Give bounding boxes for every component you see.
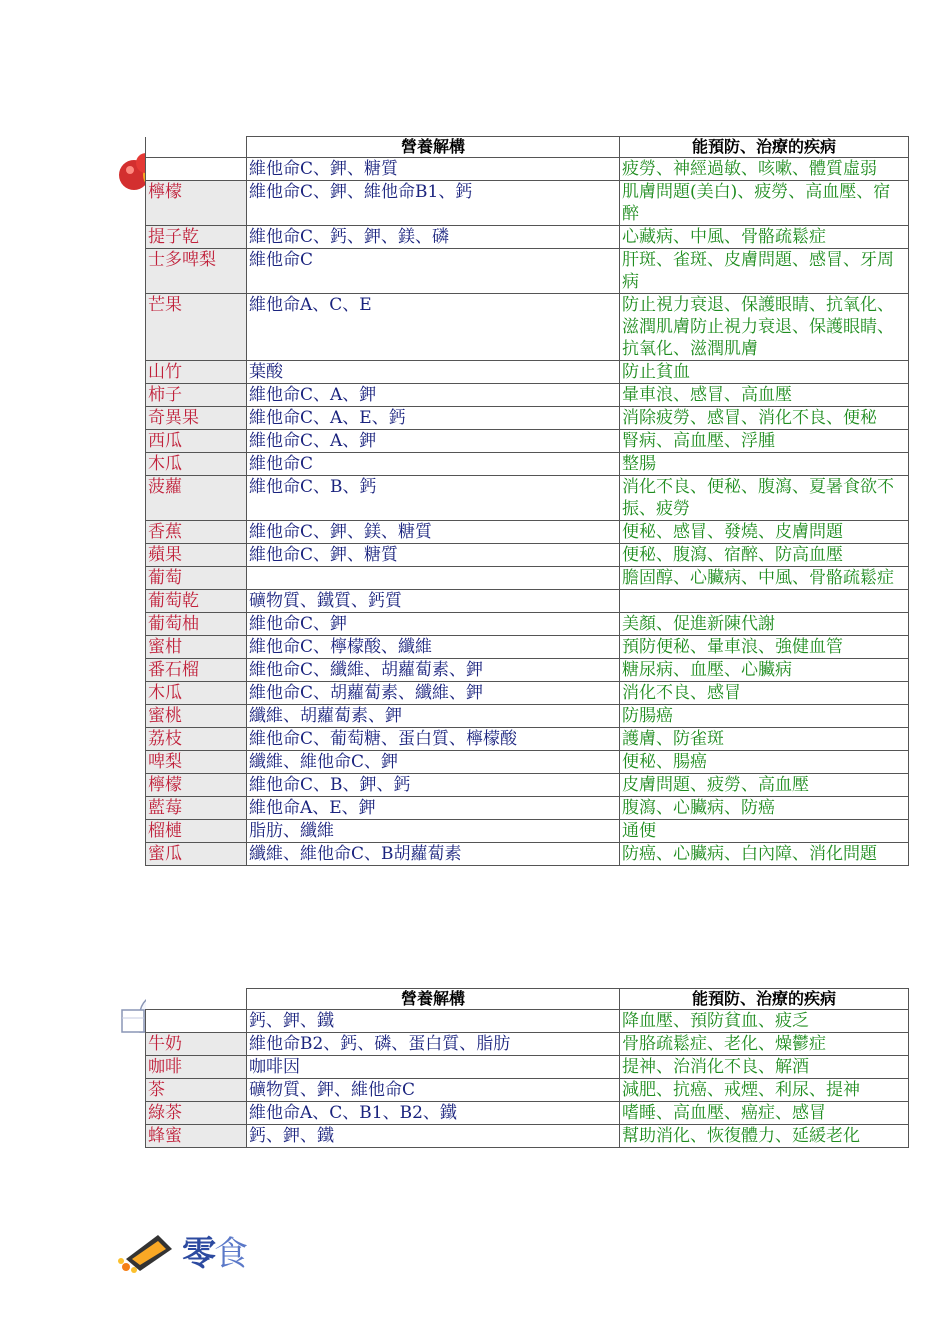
item-nutrients: 鈣、鉀、鐵 — [247, 1010, 620, 1033]
item-effects: 通便 — [620, 820, 909, 843]
item-effects: 減肥、抗癌、戒煙、利尿、提神 — [620, 1079, 909, 1102]
item-nutrients: 維他命B2、鈣、磷、蛋白質、脂肪 — [247, 1033, 620, 1056]
item-nutrients: 纖維、維他命C、鉀 — [247, 751, 620, 774]
item-name: 咖啡 — [146, 1056, 247, 1079]
item-nutrients: 維他命A、E、鉀 — [247, 797, 620, 820]
item-nutrients: 維他命C、A、鉀 — [247, 384, 620, 407]
table-row — [146, 797, 909, 820]
header-name-cell — [146, 989, 247, 1010]
item-effects: 幫助消化、恢復體力、延緩老化 — [620, 1125, 909, 1148]
item-name: 木瓜 — [146, 453, 247, 476]
snacks-section-title: 零食 — [182, 1234, 246, 1274]
header-nutrients: 營養解構 — [247, 137, 620, 158]
table-row — [146, 407, 909, 430]
table-row — [146, 682, 909, 705]
item-nutrients: 維他命C、鉀 — [247, 613, 620, 636]
table-row — [146, 521, 909, 544]
item-effects: 護膚、防雀斑 — [620, 728, 909, 751]
item-nutrients: 鈣、鉀、鐵 — [247, 1125, 620, 1148]
item-nutrients: 維他命C、B、鈣 — [247, 476, 620, 521]
item-name: 蘋果 — [146, 544, 247, 567]
table-row — [146, 476, 909, 521]
item-name: 葡萄 — [146, 567, 247, 590]
table-row — [146, 1056, 909, 1079]
item-effects: 消除疲勞、感冒、消化不良、便秘 — [620, 407, 909, 430]
table-row — [146, 430, 909, 453]
item-effects: 暈車浪、感冒、高血壓 — [620, 384, 909, 407]
table-row — [146, 751, 909, 774]
item-nutrients: 葉酸 — [247, 361, 620, 384]
item-nutrients: 礦物質、鉀、維他命C — [247, 1079, 620, 1102]
fruit-table-header — [146, 137, 909, 158]
table-row — [146, 361, 909, 384]
item-nutrients: 維他命C、A、鉀 — [247, 430, 620, 453]
item-name: 番石榴 — [146, 659, 247, 682]
item-nutrients: 維他命C、葡萄糖、蛋白質、檸檬酸 — [247, 728, 620, 751]
item-effects: 皮膚問題、疲勞、高血壓 — [620, 774, 909, 797]
item-nutrients: 維他命A、C、E — [247, 294, 620, 361]
item-nutrients — [247, 567, 620, 590]
item-nutrients: 維他命A、C、B1、B2、鐵 — [247, 1102, 620, 1125]
item-name: 蜜桃 — [146, 705, 247, 728]
fruit-table — [145, 136, 909, 866]
item-name: 木瓜 — [146, 682, 247, 705]
table-row — [146, 181, 909, 226]
item-nutrients: 維他命C、B、鉀、鈣 — [247, 774, 620, 797]
item-nutrients: 維他命C、胡蘿蔔素、纖維、鉀 — [247, 682, 620, 705]
item-effects: 整腸 — [620, 453, 909, 476]
item-effects: 預防便秘、暈車浪、強健血管 — [620, 636, 909, 659]
item-name: 柿子 — [146, 384, 247, 407]
item-nutrients: 維他命C、鉀、糖質 — [247, 158, 620, 181]
table-row — [146, 226, 909, 249]
item-effects: 腹瀉、心臟病、防癌 — [620, 797, 909, 820]
item-name: 西瓜 — [146, 430, 247, 453]
item-nutrients: 維他命C、A、E、鈣 — [247, 407, 620, 430]
item-effects: 膽固醇、心臟病、中風、骨骼疏鬆症 — [620, 567, 909, 590]
item-nutrients: 維他命C — [247, 453, 620, 476]
item-nutrients: 維他命C — [247, 249, 620, 294]
table-row — [146, 659, 909, 682]
item-name: 藍莓 — [146, 797, 247, 820]
table-row — [146, 705, 909, 728]
table-row — [146, 158, 909, 181]
item-nutrients: 維他命C、檸檬酸、纖維 — [247, 636, 620, 659]
table-row — [146, 384, 909, 407]
item-name: 蜜柑 — [146, 636, 247, 659]
item-name — [146, 1010, 247, 1033]
item-name: 葡萄柚 — [146, 613, 247, 636]
item-name: 芒果 — [146, 294, 247, 361]
item-name: 山竹 — [146, 361, 247, 384]
item-name: 提子乾 — [146, 226, 247, 249]
item-nutrients: 維他命C、鉀、鎂、糖質 — [247, 521, 620, 544]
item-name: 葡萄乾 — [146, 590, 247, 613]
item-effects — [620, 590, 909, 613]
drinks-table-header — [146, 989, 909, 1010]
item-name: 菠蘿 — [146, 476, 247, 521]
item-nutrients: 咖啡因 — [247, 1056, 620, 1079]
table-row — [146, 1125, 909, 1148]
item-effects: 肝斑、雀斑、皮膚問題、感冒、牙周病 — [620, 249, 909, 294]
item-effects: 防止視力衰退、保護眼睛、抗氧化、滋潤肌膚防止視力衰退、保護眼睛、抗氧化、滋潤肌膚 — [620, 294, 909, 361]
item-effects: 美顏、促進新陳代謝 — [620, 613, 909, 636]
table-row — [146, 453, 909, 476]
drinks-table — [145, 988, 909, 1148]
item-effects: 便秘、腸癌 — [620, 751, 909, 774]
table-row — [146, 636, 909, 659]
table-row — [146, 544, 909, 567]
item-effects: 腎病、高血壓、浮腫 — [620, 430, 909, 453]
item-name: 茶 — [146, 1079, 247, 1102]
header-nutrients: 營養解構 — [247, 989, 620, 1010]
item-nutrients: 維他命C、鈣、鉀、鎂、磷 — [247, 226, 620, 249]
header-effects: 能預防、治療的疾病 — [620, 137, 909, 158]
item-name: 檸檬 — [146, 774, 247, 797]
item-effects: 心藏病、中風、骨骼疏鬆症 — [620, 226, 909, 249]
table-row — [146, 249, 909, 294]
item-name: 蜂蜜 — [146, 1125, 247, 1148]
item-effects: 骨胳疏鬆症、老化、燥鬱症 — [620, 1033, 909, 1056]
item-name: 奇異果 — [146, 407, 247, 430]
table-row — [146, 1102, 909, 1125]
item-effects: 嗜睡、高血壓、癌症、感冒 — [620, 1102, 909, 1125]
item-effects: 提神、治消化不良、解酒 — [620, 1056, 909, 1079]
item-effects: 疲勞、神經過敏、咳嗽、體質虛弱 — [620, 158, 909, 181]
item-name: 荔枝 — [146, 728, 247, 751]
item-effects: 消化不良、便秘、腹瀉、夏暑食欲不振、疲勞 — [620, 476, 909, 521]
item-name: 綠茶 — [146, 1102, 247, 1125]
table-row — [146, 728, 909, 751]
table-row — [146, 1010, 909, 1033]
item-name: 士多啤梨 — [146, 249, 247, 294]
table-row — [146, 613, 909, 636]
item-effects: 消化不良、感冒 — [620, 682, 909, 705]
item-name — [146, 158, 247, 181]
item-effects: 防癌、心臟病、白內障、消化問題 — [620, 843, 909, 866]
item-effects: 肌膚問題(美白)、疲勞、高血壓、宿醉 — [620, 181, 909, 226]
item-nutrients: 纖維、維他命C、B胡蘿蔔素 — [247, 843, 620, 866]
item-name: 香蕉 — [146, 521, 247, 544]
item-name: 檸檬 — [146, 181, 247, 226]
table-row — [146, 820, 909, 843]
table-row — [146, 1033, 909, 1056]
item-nutrients: 纖維、胡蘿蔔素、鉀 — [247, 705, 620, 728]
table-row — [146, 843, 909, 866]
item-nutrients: 脂肪、纖維 — [247, 820, 620, 843]
snack-bag-icon — [118, 1229, 180, 1273]
header-effects: 能預防、治療的疾病 — [620, 989, 909, 1010]
item-effects: 防腸癌 — [620, 705, 909, 728]
item-effects: 便秘、感冒、發燒、皮膚問題 — [620, 521, 909, 544]
item-nutrients: 維他命C、鉀、維他命B1、鈣 — [247, 181, 620, 226]
snacks-section-logo — [118, 1226, 246, 1275]
item-effects: 降血壓、預防貧血、疲乏 — [620, 1010, 909, 1033]
item-nutrients: 礦物質、鐵質、鈣質 — [247, 590, 620, 613]
header-name-cell — [146, 137, 247, 158]
item-effects: 便秘、腹瀉、宿醉、防高血壓 — [620, 544, 909, 567]
item-name: 啤梨 — [146, 751, 247, 774]
item-name: 牛奶 — [146, 1033, 247, 1056]
item-name: 榴槤 — [146, 820, 247, 843]
item-nutrients: 維他命C、鉀、糖質 — [247, 544, 620, 567]
item-effects: 防止貧血 — [620, 361, 909, 384]
item-name: 蜜瓜 — [146, 843, 247, 866]
table-row — [146, 590, 909, 613]
table-row — [146, 567, 909, 590]
table-row — [146, 774, 909, 797]
table-row — [146, 1079, 909, 1102]
table-row — [146, 294, 909, 361]
item-effects: 糖尿病、血壓、心臟病 — [620, 659, 909, 682]
item-nutrients: 維他命C、纖維、胡蘿蔔素、鉀 — [247, 659, 620, 682]
